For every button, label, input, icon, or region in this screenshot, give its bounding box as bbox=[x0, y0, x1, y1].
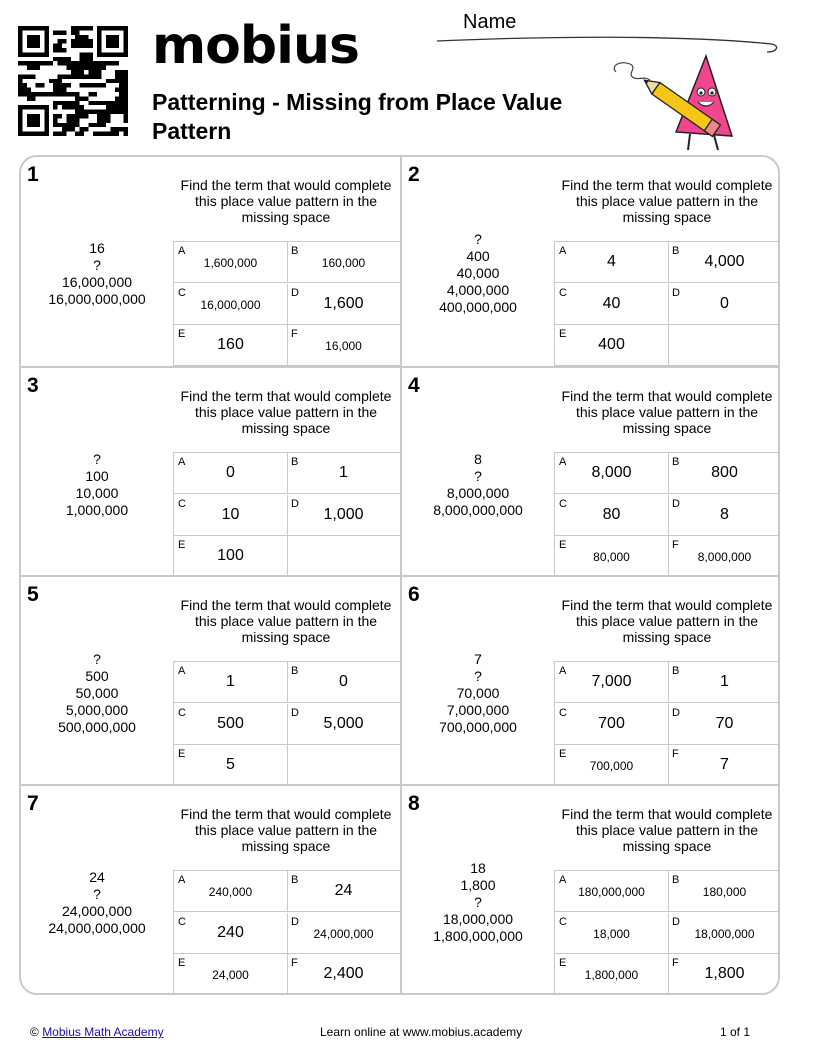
option-letter: F bbox=[672, 748, 679, 760]
answer-option-a[interactable] bbox=[174, 242, 288, 283]
option-letter: A bbox=[559, 456, 567, 468]
sequence-term: 10,000 bbox=[75, 484, 119, 501]
answer-option-e[interactable] bbox=[555, 325, 669, 366]
option-letter: B bbox=[291, 245, 299, 257]
answer-option-a[interactable] bbox=[174, 453, 288, 494]
option-letter: A bbox=[178, 245, 186, 257]
answer-option-d[interactable] bbox=[668, 284, 780, 325]
option-letter: C bbox=[559, 706, 567, 719]
sequence-term: 400,000,000 bbox=[439, 299, 517, 315]
option-letter: B bbox=[291, 874, 299, 886]
option-letter: A bbox=[178, 874, 186, 886]
problem-8 bbox=[400, 784, 779, 993]
sequence-term: 1,800 bbox=[460, 877, 496, 893]
problem-number: 2 bbox=[408, 163, 420, 186]
answer-options bbox=[554, 452, 780, 577]
option-letter: C bbox=[559, 286, 567, 299]
option-letter: D bbox=[291, 497, 299, 510]
sequence-term: 40,000 bbox=[456, 265, 500, 281]
answer-options bbox=[173, 870, 400, 995]
option-letter: D bbox=[672, 706, 680, 719]
mobius-academy-link[interactable]: Mobius Math Academy bbox=[42, 1025, 164, 1039]
problem-number: 4 bbox=[408, 374, 420, 397]
option-value: 8,000,000 bbox=[697, 550, 752, 564]
sequence-term: 8 bbox=[474, 450, 482, 467]
option-letter: B bbox=[672, 245, 680, 257]
answer-option-b[interactable] bbox=[668, 242, 780, 283]
answer-option-c[interactable] bbox=[555, 284, 669, 325]
sequence-term: 70,000 bbox=[456, 685, 500, 701]
problem-number: 3 bbox=[27, 374, 39, 397]
empty-option-slot bbox=[668, 325, 780, 366]
option-value: 240 bbox=[217, 923, 244, 941]
sequence-term: ? bbox=[474, 231, 482, 247]
answer-option-c[interactable] bbox=[174, 284, 288, 325]
answer-option-a[interactable] bbox=[174, 662, 288, 703]
option-letter: F bbox=[291, 328, 298, 340]
option-value: 800 bbox=[711, 464, 738, 481]
sequence-term: 500,000,000 bbox=[58, 719, 136, 735]
option-letter: F bbox=[291, 957, 298, 969]
answer-option-e[interactable] bbox=[174, 745, 288, 786]
pattern-sequence bbox=[21, 392, 173, 577]
answer-option-d[interactable] bbox=[668, 495, 780, 536]
option-value: 180,000 bbox=[702, 885, 747, 899]
option-letter: B bbox=[672, 874, 680, 886]
sequence-term: 16,000,000 bbox=[61, 273, 133, 290]
option-value: 1,800,000 bbox=[584, 968, 639, 982]
answer-option-c[interactable] bbox=[555, 704, 669, 745]
option-letter: E bbox=[178, 539, 186, 551]
problem-instruction: Find the term that would complete this place value pattern in the missing space bbox=[561, 177, 773, 225]
option-value: 2,400 bbox=[323, 965, 364, 982]
sequence-term: 400 bbox=[466, 248, 490, 264]
answer-options bbox=[554, 241, 780, 366]
answer-option-d[interactable] bbox=[668, 704, 780, 745]
answer-option-d[interactable] bbox=[287, 284, 401, 325]
copyright-symbol: © bbox=[30, 1025, 39, 1039]
answer-option-d[interactable] bbox=[287, 704, 401, 745]
option-letter: C bbox=[178, 286, 186, 299]
answer-option-e[interactable] bbox=[555, 954, 669, 995]
option-letter: C bbox=[178, 497, 186, 510]
option-letter: E bbox=[178, 328, 186, 340]
option-letter: D bbox=[291, 286, 299, 299]
option-letter: B bbox=[291, 456, 299, 468]
problem-number: 6 bbox=[408, 583, 420, 606]
option-letter: D bbox=[291, 915, 299, 928]
problem-number: 7 bbox=[27, 792, 39, 815]
option-letter: C bbox=[559, 497, 567, 510]
sequence-term: 1,800,000,000 bbox=[433, 928, 523, 944]
answer-option-d[interactable] bbox=[287, 913, 401, 954]
problem-instruction: Find the term that would complete this place value pattern in the missing space bbox=[561, 806, 773, 854]
answer-option-d[interactable] bbox=[287, 495, 401, 536]
sequence-term: ? bbox=[474, 894, 482, 910]
option-letter: A bbox=[178, 456, 186, 468]
sequence-term: 4,000,000 bbox=[446, 282, 510, 298]
name-label: Name bbox=[463, 11, 517, 33]
problem-7 bbox=[21, 784, 400, 993]
option-value: 4,000 bbox=[704, 253, 745, 270]
option-value: 160,000 bbox=[321, 256, 366, 270]
problem-instruction: Find the term that would complete this place value pattern in the missing space bbox=[180, 806, 392, 854]
sequence-term: 18,000,000 bbox=[442, 911, 514, 927]
logo-text: mobius bbox=[152, 16, 359, 76]
empty-option-slot bbox=[287, 745, 401, 786]
problem-instruction: Find the term that would complete this place value pattern in the missing space bbox=[561, 597, 773, 645]
option-value: 1 bbox=[720, 673, 729, 690]
sequence-term: 16 bbox=[89, 239, 105, 256]
option-letter: A bbox=[559, 874, 567, 886]
option-value: 40 bbox=[602, 294, 621, 312]
problem-4 bbox=[400, 366, 779, 575]
answer-options bbox=[554, 870, 780, 995]
problem-3 bbox=[21, 366, 400, 575]
answer-option-b[interactable] bbox=[287, 453, 401, 494]
answer-option-e[interactable] bbox=[174, 954, 288, 995]
option-value: 1,000 bbox=[323, 505, 364, 523]
answer-option-c[interactable] bbox=[555, 913, 669, 954]
sequence-term: 5,000,000 bbox=[65, 702, 129, 718]
option-value: 7,000 bbox=[591, 673, 632, 690]
sequence-term: ? bbox=[93, 885, 101, 902]
sequence-term: 8,000,000 bbox=[446, 484, 510, 501]
footer-url: Learn online at www.mobius.academy bbox=[320, 1025, 523, 1039]
option-letter: E bbox=[559, 539, 567, 551]
sequence-term: 7,000,000 bbox=[446, 702, 510, 718]
problem-number: 1 bbox=[27, 163, 39, 186]
option-letter: D bbox=[672, 497, 680, 510]
answer-option-e[interactable] bbox=[174, 325, 288, 366]
answer-option-a[interactable] bbox=[555, 871, 669, 912]
option-value: 0 bbox=[720, 294, 729, 312]
option-value: 18,000,000 bbox=[694, 926, 755, 941]
problem-instruction: Find the term that would complete this place value pattern in the missing space bbox=[180, 177, 392, 225]
option-value: 180,000,000 bbox=[578, 885, 645, 899]
sequence-term: ? bbox=[93, 651, 101, 667]
option-letter: C bbox=[178, 915, 186, 928]
problem-number: 5 bbox=[27, 583, 39, 606]
sequence-term: 24 bbox=[89, 868, 105, 885]
option-value: 700 bbox=[598, 714, 625, 732]
option-value: 24,000 bbox=[212, 968, 249, 982]
option-letter: E bbox=[559, 748, 567, 760]
option-value: 80,000 bbox=[593, 550, 630, 564]
answer-option-f[interactable] bbox=[668, 954, 780, 995]
problem-6 bbox=[400, 575, 779, 784]
option-value: 0 bbox=[339, 673, 348, 690]
page-number: 1 of 1 bbox=[720, 1025, 751, 1039]
sequence-term: 24,000,000 bbox=[61, 902, 133, 919]
option-value: 16,000,000 bbox=[200, 297, 261, 312]
answer-option-c[interactable] bbox=[174, 704, 288, 745]
problem-instruction: Find the term that would complete this place value pattern in the missing space bbox=[561, 388, 773, 436]
answer-option-d[interactable] bbox=[668, 913, 780, 954]
pattern-sequence bbox=[21, 810, 173, 995]
problem-number: 8 bbox=[408, 792, 420, 815]
pattern-sequence bbox=[402, 392, 554, 577]
answer-option-b[interactable] bbox=[668, 453, 780, 494]
answer-option-f[interactable] bbox=[287, 325, 401, 366]
answer-options bbox=[554, 661, 780, 786]
option-letter: E bbox=[178, 748, 186, 760]
sequence-term: 16,000,000,000 bbox=[48, 290, 146, 307]
option-letter: D bbox=[672, 915, 680, 928]
option-value: 1,800 bbox=[704, 965, 745, 982]
option-letter: D bbox=[291, 706, 299, 719]
option-letter: A bbox=[559, 665, 567, 677]
option-letter: D bbox=[672, 286, 680, 299]
option-letter: B bbox=[672, 456, 680, 468]
option-letter: E bbox=[559, 328, 567, 340]
problem-grid bbox=[19, 155, 780, 995]
option-value: 24 bbox=[334, 882, 353, 899]
answer-option-a[interactable] bbox=[174, 871, 288, 912]
sequence-term: 1,000,000 bbox=[65, 501, 129, 518]
answer-option-c[interactable] bbox=[555, 495, 669, 536]
option-letter: F bbox=[672, 957, 679, 969]
answer-option-c[interactable] bbox=[174, 913, 288, 954]
option-value: 10 bbox=[221, 505, 240, 523]
option-value: 4 bbox=[607, 253, 616, 270]
problem-instruction: Find the term that would complete this place value pattern in the missing space bbox=[180, 597, 392, 645]
option-letter: F bbox=[672, 539, 679, 551]
pattern-sequence bbox=[402, 810, 554, 995]
pattern-sequence bbox=[402, 181, 554, 366]
answer-options bbox=[173, 241, 400, 366]
option-value: 8 bbox=[720, 505, 729, 523]
answer-option-e[interactable] bbox=[555, 536, 669, 577]
answer-option-b[interactable] bbox=[287, 871, 401, 912]
qr-code-icon bbox=[18, 26, 128, 136]
sequence-term: 8,000,000,000 bbox=[433, 501, 523, 518]
option-letter: B bbox=[291, 665, 299, 677]
option-letter: C bbox=[178, 706, 186, 719]
answer-option-a[interactable] bbox=[555, 453, 669, 494]
option-value: 1 bbox=[339, 464, 348, 481]
option-value: 1,600 bbox=[323, 294, 364, 312]
option-value: 700,000 bbox=[589, 759, 634, 773]
answer-options bbox=[173, 661, 400, 786]
option-value: 1 bbox=[226, 673, 235, 690]
sequence-term: 700,000,000 bbox=[439, 719, 517, 735]
sequence-term: 18 bbox=[470, 860, 486, 876]
option-value: 160 bbox=[217, 336, 244, 353]
pattern-sequence bbox=[21, 601, 173, 786]
answer-option-e[interactable] bbox=[555, 745, 669, 786]
answer-option-f[interactable] bbox=[668, 745, 780, 786]
option-value: 1,600,000 bbox=[203, 256, 258, 270]
sequence-term: ? bbox=[474, 467, 482, 484]
pattern-sequence bbox=[402, 601, 554, 786]
sequence-term: 7 bbox=[474, 651, 482, 667]
option-value: 80 bbox=[602, 505, 621, 523]
sequence-term: 50,000 bbox=[75, 685, 119, 701]
answer-option-f[interactable] bbox=[668, 536, 780, 577]
option-letter: A bbox=[178, 665, 186, 677]
page-title: Patterning - Missing from Place Value Pattern bbox=[152, 89, 563, 144]
problem-instruction: Find the term that would complete this place value pattern in the missing space bbox=[180, 388, 392, 436]
answer-option-a[interactable] bbox=[555, 662, 669, 703]
option-value: 8,000 bbox=[591, 464, 632, 481]
option-value: 100 bbox=[217, 547, 244, 564]
sequence-term: 500 bbox=[85, 668, 109, 684]
option-letter: E bbox=[559, 957, 567, 969]
option-value: 5 bbox=[226, 756, 235, 773]
answer-option-b[interactable] bbox=[287, 662, 401, 703]
mascot-pencil-icon bbox=[608, 52, 738, 154]
empty-option-slot bbox=[287, 536, 401, 577]
option-value: 7 bbox=[720, 756, 729, 773]
footer-copyright bbox=[30, 1025, 164, 1039]
sequence-term: 100 bbox=[85, 467, 109, 484]
option-value: 5,000 bbox=[323, 714, 364, 732]
option-letter: A bbox=[559, 245, 567, 257]
option-value: 18,000 bbox=[593, 926, 630, 941]
answer-option-b[interactable] bbox=[287, 242, 401, 283]
option-value: 0 bbox=[226, 464, 235, 481]
answer-option-b[interactable] bbox=[668, 871, 780, 912]
option-letter: E bbox=[178, 957, 186, 969]
option-letter: C bbox=[559, 915, 567, 928]
problem-2 bbox=[400, 157, 779, 366]
option-value: 24,000,000 bbox=[313, 926, 374, 941]
sequence-term: 24,000,000,000 bbox=[48, 919, 146, 936]
answer-option-b[interactable] bbox=[668, 662, 780, 703]
sequence-term: ? bbox=[93, 256, 101, 273]
option-value: 400 bbox=[598, 336, 625, 353]
option-value: 16,000 bbox=[325, 339, 362, 353]
option-letter: B bbox=[672, 665, 680, 677]
mobius-logo bbox=[152, 16, 359, 76]
answer-option-a[interactable] bbox=[555, 242, 669, 283]
option-value: 500 bbox=[217, 714, 244, 732]
sequence-term: ? bbox=[93, 450, 101, 467]
problem-1 bbox=[21, 157, 400, 366]
option-value: 240,000 bbox=[208, 885, 253, 899]
option-value: 70 bbox=[715, 714, 734, 732]
answer-option-e[interactable] bbox=[174, 536, 288, 577]
pattern-sequence bbox=[21, 181, 173, 366]
answer-option-c[interactable] bbox=[174, 495, 288, 536]
problem-5 bbox=[21, 575, 400, 784]
answer-option-f[interactable] bbox=[287, 954, 401, 995]
sequence-term: ? bbox=[474, 668, 482, 684]
answer-options bbox=[173, 452, 400, 577]
